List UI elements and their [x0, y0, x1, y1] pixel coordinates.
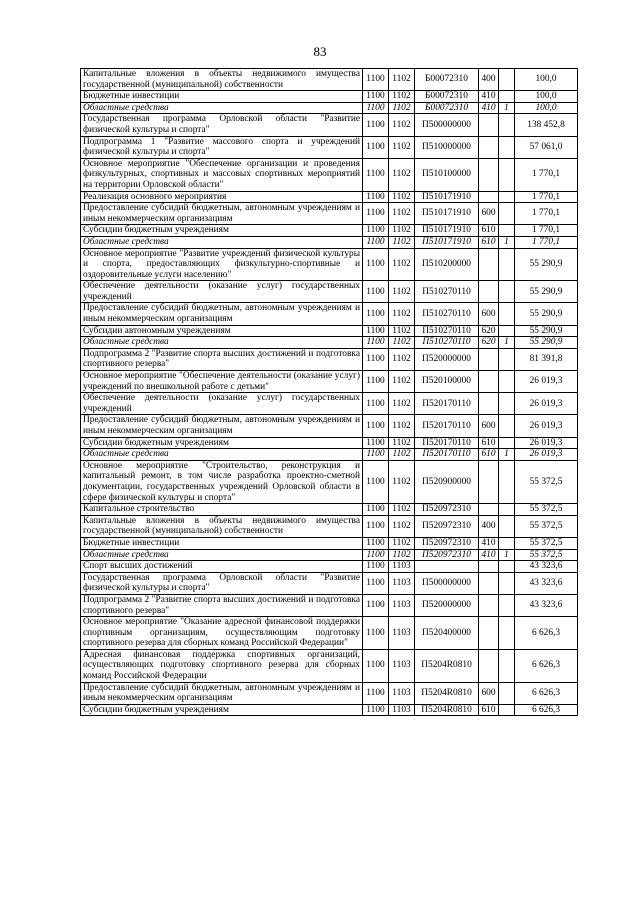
row-name: Областные средства: [81, 549, 363, 561]
table-row: [81, 348, 578, 370]
table-row: [81, 393, 578, 415]
row-name: Областные средства: [81, 449, 363, 461]
target-article-code: П520170110: [415, 393, 479, 415]
section-code: 1100: [363, 281, 389, 303]
section-code: 1100: [363, 415, 389, 437]
section-code: 1100: [363, 561, 389, 573]
expense-type-code: [479, 504, 499, 516]
target-article-code: П510270110: [415, 325, 479, 337]
table-row: [81, 682, 578, 704]
subsection-code: 1102: [389, 393, 415, 415]
amount: 55 372,5: [515, 515, 578, 537]
row-name: Субсидии бюджетным учреждениям: [81, 437, 363, 449]
amount: 6 626,3: [515, 649, 578, 682]
target-article-code: П520972310: [415, 537, 479, 549]
funding-source-code: [499, 69, 515, 91]
subsection-code: 1102: [389, 136, 415, 158]
row-name: Капитальное строительство: [81, 504, 363, 516]
section-code: 1100: [363, 704, 389, 716]
expense-type-code: [479, 281, 499, 303]
amount: 26 019,3: [515, 393, 578, 415]
table-row: [81, 225, 578, 237]
subsection-code: 1103: [389, 572, 415, 594]
amount: 55 290,9: [515, 281, 578, 303]
expense-type-code: [479, 191, 499, 203]
row-name: Предоставление субсидий бюджетным, автономным учреждениям и иным некоммерческим организациям: [81, 203, 363, 225]
subsection-code: 1102: [389, 225, 415, 237]
expense-type-code: 610: [479, 704, 499, 716]
funding-source-code: [499, 504, 515, 516]
section-code: 1100: [363, 203, 389, 225]
funding-source-code: [499, 649, 515, 682]
row-name: Спорт высших достижений: [81, 561, 363, 573]
subsection-code: 1102: [389, 337, 415, 349]
subsection-code: 1102: [389, 203, 415, 225]
expense-type-code: [479, 371, 499, 393]
expense-type-code: [479, 158, 499, 191]
amount: 57 061,0: [515, 136, 578, 158]
subsection-code: 1102: [389, 236, 415, 248]
funding-source-code: [499, 281, 515, 303]
amount: 55 372,5: [515, 460, 578, 503]
amount: 55 290,9: [515, 303, 578, 325]
table-row: [81, 203, 578, 225]
row-name: Основное мероприятие "Обеспечение деятельности (оказание услуг) учреждений по внешкольной работе с детьми": [81, 371, 363, 393]
funding-source-code: [499, 158, 515, 191]
expense-type-code: 600: [479, 415, 499, 437]
amount: 26 019,3: [515, 371, 578, 393]
funding-source-code: [499, 136, 515, 158]
amount: 100,0: [515, 91, 578, 103]
funding-source-code: [499, 325, 515, 337]
section-code: 1100: [363, 572, 389, 594]
subsection-code: 1102: [389, 437, 415, 449]
amount: 100,0: [515, 69, 578, 91]
row-name: Основное мероприятие "Обеспечение организации и проведения физкультурных, спортивных и массовых спортивных мероприятий на территории Орловской области": [81, 158, 363, 191]
amount: 6 626,3: [515, 617, 578, 650]
table-row: [81, 158, 578, 191]
funding-source-code: [499, 248, 515, 281]
target-article-code: Б00072310: [415, 91, 479, 103]
row-name: Предоставление субсидий бюджетным, автономным учреждениям и иным некоммерческим организациям: [81, 303, 363, 325]
funding-source-code: [499, 572, 515, 594]
funding-source-code: [499, 303, 515, 325]
funding-source-code: [499, 114, 515, 136]
subsection-code: 1103: [389, 561, 415, 573]
section-code: 1100: [363, 337, 389, 349]
target-article-code: П510100000: [415, 158, 479, 191]
amount: 1 770,1: [515, 203, 578, 225]
target-article-code: П510171910: [415, 236, 479, 248]
subsection-code: 1102: [389, 460, 415, 503]
expense-type-code: 600: [479, 682, 499, 704]
target-article-code: П510270110: [415, 281, 479, 303]
funding-source-code: [499, 561, 515, 573]
section-code: 1100: [363, 102, 389, 114]
target-article-code: П520000000: [415, 348, 479, 370]
amount: 100,0: [515, 102, 578, 114]
expense-type-code: [479, 460, 499, 503]
expense-type-code: 410: [479, 549, 499, 561]
target-article-code: П520972310: [415, 515, 479, 537]
section-code: 1100: [363, 158, 389, 191]
row-name: Обеспечение деятельности (оказание услуг) государственных учреждений: [81, 281, 363, 303]
funding-source-code: [499, 594, 515, 616]
subsection-code: 1102: [389, 449, 415, 461]
subsection-code: 1102: [389, 371, 415, 393]
table-row: [81, 572, 578, 594]
table-row: [81, 91, 578, 103]
table-row: [81, 371, 578, 393]
target-article-code: П520100000: [415, 371, 479, 393]
expense-type-code: 410: [479, 91, 499, 103]
amount: 55 372,5: [515, 537, 578, 549]
amount: 43 323,6: [515, 561, 578, 573]
row-name: Предоставление субсидий бюджетным, автономным учреждениям и иным некоммерческим организациям: [81, 415, 363, 437]
subsection-code: 1103: [389, 617, 415, 650]
amount: 55 290,9: [515, 248, 578, 281]
section-code: 1100: [363, 225, 389, 237]
table-row: [81, 504, 578, 516]
row-name: Основное мероприятие "Строительство, реконструкция и капитальный ремонт, в том числе разработка проектно-сметной документации, государственных учреждений Орловской области в сфере физической культуры и спорта": [81, 460, 363, 503]
table-row: [81, 437, 578, 449]
expense-type-code: 610: [479, 225, 499, 237]
subsection-code: 1102: [389, 191, 415, 203]
subsection-code: 1102: [389, 537, 415, 549]
target-article-code: П5204R0810: [415, 649, 479, 682]
expense-type-code: [479, 114, 499, 136]
row-name: Бюджетные инвестиции: [81, 91, 363, 103]
amount: 26 019,3: [515, 449, 578, 461]
subsection-code: 1103: [389, 704, 415, 716]
amount: 43 323,6: [515, 572, 578, 594]
section-code: 1100: [363, 437, 389, 449]
funding-source-code: [499, 515, 515, 537]
subsection-code: 1102: [389, 248, 415, 281]
amount: 1 770,1: [515, 236, 578, 248]
amount: 43 323,6: [515, 594, 578, 616]
table-row: [81, 136, 578, 158]
funding-source-code: [499, 460, 515, 503]
subsection-code: 1102: [389, 348, 415, 370]
subsection-code: 1103: [389, 594, 415, 616]
table-row: [81, 114, 578, 136]
target-article-code: П500000000: [415, 572, 479, 594]
target-article-code: П510171910: [415, 225, 479, 237]
amount: 55 290,9: [515, 337, 578, 349]
amount: 138 452,8: [515, 114, 578, 136]
row-name: Обеспечение деятельности (оказание услуг) государственных учреждений: [81, 393, 363, 415]
funding-source-code: [499, 704, 515, 716]
funding-source-code: [499, 191, 515, 203]
section-code: 1100: [363, 449, 389, 461]
funding-source-code: 1: [499, 337, 515, 349]
section-code: 1100: [363, 549, 389, 561]
table-row: [81, 449, 578, 461]
subsection-code: 1102: [389, 91, 415, 103]
section-code: 1100: [363, 393, 389, 415]
section-code: 1100: [363, 248, 389, 281]
section-code: 1100: [363, 504, 389, 516]
target-article-code: П5204R0810: [415, 704, 479, 716]
target-article-code: Б00072310: [415, 102, 479, 114]
funding-source-code: [499, 225, 515, 237]
expense-type-code: [479, 393, 499, 415]
subsection-code: 1103: [389, 682, 415, 704]
subsection-code: 1102: [389, 69, 415, 91]
subsection-code: 1102: [389, 415, 415, 437]
target-article-code: П520170110: [415, 437, 479, 449]
target-article-code: П510270110: [415, 337, 479, 349]
funding-source-code: [499, 682, 515, 704]
subsection-code: 1102: [389, 504, 415, 516]
section-code: 1100: [363, 515, 389, 537]
expense-type-code: 620: [479, 337, 499, 349]
expense-type-code: [479, 649, 499, 682]
budget-table: [80, 68, 578, 716]
amount: 1 770,1: [515, 225, 578, 237]
amount: 1 770,1: [515, 158, 578, 191]
expense-type-code: [479, 617, 499, 650]
expense-type-code: 600: [479, 203, 499, 225]
section-code: 1100: [363, 325, 389, 337]
subsection-code: 1102: [389, 158, 415, 191]
table-row: [81, 649, 578, 682]
funding-source-code: [499, 371, 515, 393]
amount: 55 372,5: [515, 504, 578, 516]
target-article-code: [415, 561, 479, 573]
table-row: [81, 549, 578, 561]
subsection-code: 1102: [389, 549, 415, 561]
row-name: Субсидии автономным учреждениям: [81, 325, 363, 337]
subsection-code: 1102: [389, 114, 415, 136]
expense-type-code: 610: [479, 236, 499, 248]
target-article-code: П510171910: [415, 203, 479, 225]
section-code: 1100: [363, 537, 389, 549]
expense-type-code: 620: [479, 325, 499, 337]
section-code: 1100: [363, 617, 389, 650]
amount: 55 290,9: [515, 325, 578, 337]
section-code: 1100: [363, 69, 389, 91]
section-code: 1100: [363, 371, 389, 393]
table-row: [81, 337, 578, 349]
funding-source-code: [499, 348, 515, 370]
funding-source-code: [499, 537, 515, 549]
row-name: Областные средства: [81, 236, 363, 248]
expense-type-code: 610: [479, 437, 499, 449]
table-row: [81, 460, 578, 503]
target-article-code: П510270110: [415, 303, 479, 325]
row-name: Подпрограмма 2 "Развитие спорта высших достижений и подготовка спортивного резерва": [81, 348, 363, 370]
row-name: Основное мероприятие "Оказание адресной финансовой поддержки спортивным организациям, осуществляющим подготовку спортивного резерва для сборных команд Российской Федерации": [81, 617, 363, 650]
amount: 26 019,3: [515, 437, 578, 449]
expense-type-code: 400: [479, 515, 499, 537]
target-article-code: П520170110: [415, 449, 479, 461]
row-name: Подпрограмма 2 "Развитие спорта высших достижений и подготовка спортивного резерва": [81, 594, 363, 616]
funding-source-code: 1: [499, 236, 515, 248]
row-name: Государственная программа Орловской области "Развитие физической культуры и спорта": [81, 114, 363, 136]
funding-source-code: [499, 415, 515, 437]
funding-source-code: [499, 203, 515, 225]
expense-type-code: [479, 136, 499, 158]
section-code: 1100: [363, 682, 389, 704]
section-code: 1100: [363, 136, 389, 158]
amount: 1 770,1: [515, 191, 578, 203]
amount: 6 626,3: [515, 704, 578, 716]
expense-type-code: 410: [479, 102, 499, 114]
funding-source-code: 1: [499, 102, 515, 114]
section-code: 1100: [363, 236, 389, 248]
target-article-code: П510200000: [415, 248, 479, 281]
table-row: [81, 281, 578, 303]
target-article-code: П520900000: [415, 460, 479, 503]
target-article-code: П520400000: [415, 617, 479, 650]
section-code: 1100: [363, 114, 389, 136]
table-row: [81, 594, 578, 616]
target-article-code: П520972310: [415, 549, 479, 561]
row-name: Основное мероприятие "Развитие учреждений физической культуры и спорта, предоставляющих физкультурно-спортивные и оздоровительные услуги населению": [81, 248, 363, 281]
subsection-code: 1102: [389, 102, 415, 114]
expense-type-code: [479, 572, 499, 594]
amount: 81 391,8: [515, 348, 578, 370]
target-article-code: П520972310: [415, 504, 479, 516]
section-code: 1100: [363, 649, 389, 682]
funding-source-code: [499, 617, 515, 650]
table-row: [81, 515, 578, 537]
section-code: 1100: [363, 303, 389, 325]
row-name: Бюджетные инвестиции: [81, 537, 363, 549]
table-row: [81, 415, 578, 437]
subsection-code: 1103: [389, 649, 415, 682]
table-row: [81, 561, 578, 573]
target-article-code: П510171910: [415, 191, 479, 203]
row-name: Субсидии бюджетным учреждениям: [81, 704, 363, 716]
table-row: [81, 102, 578, 114]
expense-type-code: [479, 348, 499, 370]
funding-source-code: [499, 393, 515, 415]
amount: 26 019,3: [515, 415, 578, 437]
target-article-code: Б00072310: [415, 69, 479, 91]
expense-type-code: 610: [479, 449, 499, 461]
section-code: 1100: [363, 191, 389, 203]
table-row: [81, 537, 578, 549]
funding-source-code: [499, 91, 515, 103]
target-article-code: П5204R0810: [415, 682, 479, 704]
table-row: [81, 325, 578, 337]
row-name: Областные средства: [81, 102, 363, 114]
expense-type-code: 410: [479, 537, 499, 549]
budget-table-body: [81, 69, 578, 716]
row-name: Капитальные вложения в объекты недвижимого имущества государственной (муниципальной) собственности: [81, 515, 363, 537]
row-name: Подпрограмма 1 "Развитие массового спорта и учреждений физической культуры и спорта": [81, 136, 363, 158]
subsection-code: 1102: [389, 281, 415, 303]
funding-source-code: [499, 437, 515, 449]
target-article-code: П520170110: [415, 415, 479, 437]
section-code: 1100: [363, 460, 389, 503]
section-code: 1100: [363, 348, 389, 370]
target-article-code: П520000000: [415, 594, 479, 616]
table-row: [81, 704, 578, 716]
target-article-code: П500000000: [415, 114, 479, 136]
table-row: [81, 617, 578, 650]
funding-source-code: 1: [499, 449, 515, 461]
amount: 6 626,3: [515, 682, 578, 704]
subsection-code: 1102: [389, 515, 415, 537]
expense-type-code: [479, 594, 499, 616]
row-name: Областные средства: [81, 337, 363, 349]
amount: 55 372,5: [515, 549, 578, 561]
table-row: [81, 236, 578, 248]
table-row: [81, 248, 578, 281]
row-name: Адресная финансовая поддержка спортивных организаций, осуществляющих подготовку спортивного резерва для сборных команд Российской Федерации: [81, 649, 363, 682]
table-row: [81, 303, 578, 325]
row-name: Субсидии бюджетным учреждениям: [81, 225, 363, 237]
row-name: Капитальные вложения в объекты недвижимого имущества государственной (муниципальной) собственности: [81, 69, 363, 91]
expense-type-code: 600: [479, 303, 499, 325]
row-name: Предоставление субсидий бюджетным, автономным учреждениям и иным некоммерческим организациям: [81, 682, 363, 704]
expense-type-code: 400: [479, 69, 499, 91]
target-article-code: П510000000: [415, 136, 479, 158]
row-name: Государственная программа Орловской области "Развитие физической культуры и спорта": [81, 572, 363, 594]
funding-source-code: 1: [499, 549, 515, 561]
expense-type-code: [479, 561, 499, 573]
subsection-code: 1102: [389, 325, 415, 337]
expense-type-code: [479, 248, 499, 281]
row-name: Реализация основного мероприятия: [81, 191, 363, 203]
table-row: [81, 191, 578, 203]
subsection-code: 1102: [389, 303, 415, 325]
section-code: 1100: [363, 594, 389, 616]
table-row: [81, 69, 578, 91]
section-code: 1100: [363, 91, 389, 103]
page-number: 83: [313, 44, 327, 59]
